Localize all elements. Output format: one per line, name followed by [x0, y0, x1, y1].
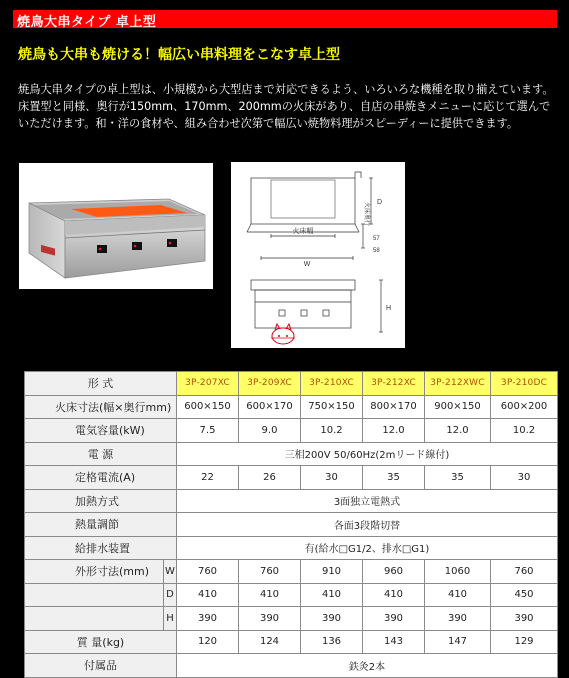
- table-cell: 12.0: [363, 419, 425, 443]
- water-label: 給排水装置: [25, 536, 177, 560]
- table-row: [25, 607, 558, 631]
- table-row: [25, 583, 558, 607]
- model-cell: 3P-210XC: [301, 372, 363, 396]
- table-cell: 390: [491, 607, 558, 631]
- table-cell: 120: [177, 630, 239, 654]
- title-bar: [13, 10, 557, 28]
- d-label: D: [164, 583, 177, 607]
- table-row: [25, 466, 558, 490]
- dim-57-label: 57: [373, 236, 380, 242]
- table-cell: 390: [363, 607, 425, 631]
- table-cell: 3面独立電熱式: [177, 489, 558, 513]
- table-cell: 910: [301, 560, 363, 584]
- model-cell: 3P-209XC: [239, 372, 301, 396]
- table-cell: 22: [177, 466, 239, 490]
- table-cell: 410: [301, 583, 363, 607]
- capacity-label: 電気容量(kW): [25, 419, 177, 443]
- table-cell: 410: [363, 583, 425, 607]
- table-row: [25, 630, 558, 654]
- mascot-icon: [271, 324, 295, 344]
- table-cell: 三相200V 50/60Hz(2mリード線付): [177, 442, 558, 466]
- accessory-label: 付属品: [25, 654, 177, 678]
- table-cell: 1060: [425, 560, 491, 584]
- table-cell: 124: [239, 630, 301, 654]
- table-cell: 鉄灸2本: [177, 654, 558, 678]
- dim-58-label: 58: [373, 248, 380, 254]
- model-cell: 3P-212XC: [363, 372, 425, 396]
- table-cell: 26: [239, 466, 301, 490]
- heat-control-label: 熱量調節: [25, 513, 177, 537]
- table-cell: 410: [239, 583, 301, 607]
- table-row: [25, 489, 558, 513]
- table-row: [25, 395, 558, 419]
- table-cell: 143: [363, 630, 425, 654]
- table-cell: 30: [301, 466, 363, 490]
- table-cell: 960: [363, 560, 425, 584]
- table-cell: 450: [491, 583, 558, 607]
- table-row: [25, 442, 558, 466]
- d-label: D: [377, 199, 383, 206]
- table-cell: 600×200: [491, 395, 558, 419]
- heating-label: 加熱方式: [25, 489, 177, 513]
- table-cell: 750×150: [301, 395, 363, 419]
- table-cell: 760: [177, 560, 239, 584]
- table-cell: 35: [425, 466, 491, 490]
- mass-label: 質 量(kg): [25, 630, 177, 654]
- table-cell: 有(給水□G1/2、排水□G1): [177, 536, 558, 560]
- table-cell: 390: [301, 607, 363, 631]
- table-row: [25, 372, 558, 396]
- w-label: W: [303, 261, 311, 268]
- model-cell: 3P-210DC: [491, 372, 558, 396]
- table-cell: 390: [425, 607, 491, 631]
- table-cell: 147: [425, 630, 491, 654]
- table-cell: 10.2: [301, 419, 363, 443]
- table-row: [25, 560, 558, 584]
- table-cell: 各面3段階切替: [177, 513, 558, 537]
- table-row: [25, 513, 558, 537]
- outer-dimension-label: 外形寸法(mm): [25, 560, 164, 584]
- table-row: [25, 654, 558, 678]
- table-cell: 9.0: [239, 419, 301, 443]
- table-cell: 136: [301, 630, 363, 654]
- fire-depth-label: 火床奥行: [363, 202, 369, 227]
- table-cell: 390: [177, 607, 239, 631]
- model-cell: 3P-207XC: [177, 372, 239, 396]
- h-label: H: [164, 607, 177, 631]
- table-cell: 410: [177, 583, 239, 607]
- table-cell: 30: [491, 466, 558, 490]
- firebed-label: 火床寸法(幅×奥行mm): [25, 395, 177, 419]
- model-cell: 3P-212XWC: [425, 372, 491, 396]
- table-cell: 600×170: [239, 395, 301, 419]
- table-cell: 129: [491, 630, 558, 654]
- model-header: 形 式: [25, 372, 177, 396]
- table-cell: 760: [491, 560, 558, 584]
- page-title: 焼鳥大串タイプ 卓上型: [17, 15, 157, 30]
- table-row: [25, 536, 558, 560]
- table-cell: 600×150: [177, 395, 239, 419]
- table-cell: 800×170: [363, 395, 425, 419]
- subtitle: 焼鳥も大串も焼ける！幅広い串料理をこなす卓上型: [18, 47, 340, 63]
- table-cell: 7.5: [177, 419, 239, 443]
- table-cell: 900×150: [425, 395, 491, 419]
- w-label: W: [164, 560, 177, 584]
- fire-width-label: 火床幅: [292, 228, 314, 235]
- table-cell: 410: [425, 583, 491, 607]
- table-cell: 760: [239, 560, 301, 584]
- product-photo: [19, 163, 213, 289]
- current-label: 定格電流(A): [25, 466, 177, 490]
- table-cell: 390: [239, 607, 301, 631]
- table-cell: 12.0: [425, 419, 491, 443]
- h-label: H: [386, 305, 392, 312]
- power-label: 電 源: [25, 442, 177, 466]
- table-row: [25, 419, 558, 443]
- table-cell: 35: [363, 466, 425, 490]
- spec-table: [24, 371, 558, 678]
- description: 焼鳥大串タイプの卓上型は、小規模から大型店まで対応できるよう、いろいろな機種を取り揃えています。床置型と同様、奥行が150mm、170mm、200mmの火床があり、自店の串焼きメニューに応じて選んでいただけます。和・洋の食材や、組み合わせ次第で幅広い焼物料理がスピーディーに提供できます。: [18, 83, 554, 130]
- table-cell: 10.2: [491, 419, 558, 443]
- dimension-drawing: [231, 162, 405, 348]
